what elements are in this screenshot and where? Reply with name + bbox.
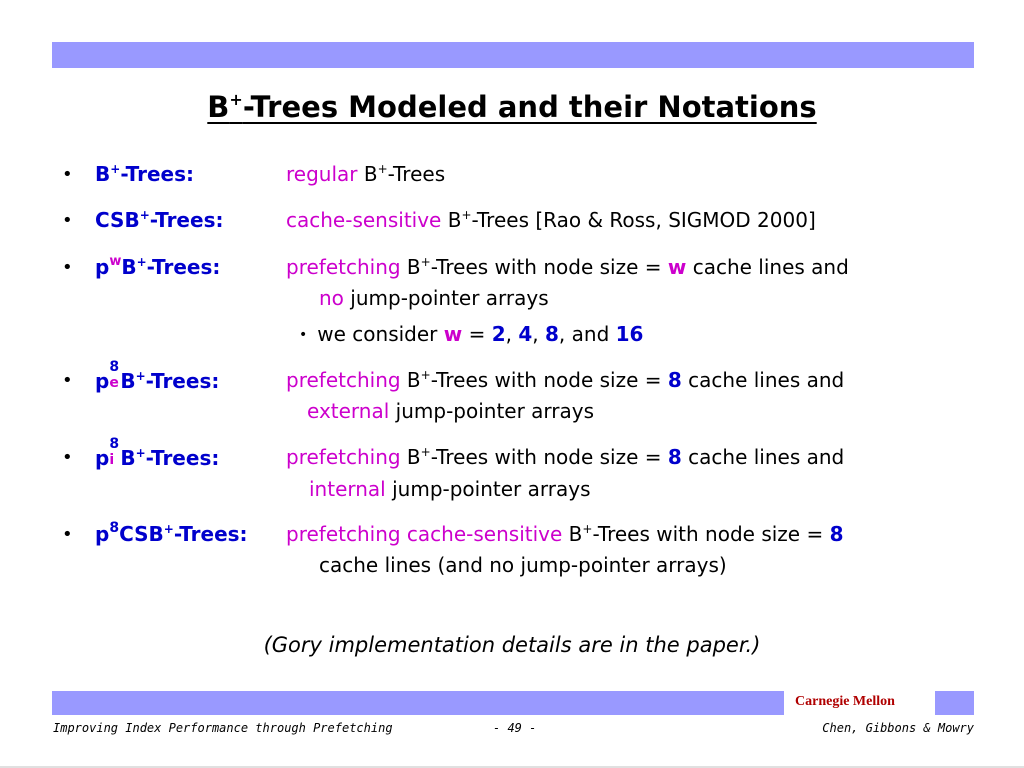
bullet-icon: • <box>62 164 73 185</box>
term-label: p 8 i B+-Trees: <box>95 436 220 470</box>
term-description: cache-sensitive B+-Trees [Rao & Ross, SIGMOD 2000] <box>286 208 816 232</box>
term-description: prefetching B+-Trees with node size = 8 cache lines and <box>286 368 845 392</box>
sub-bullet-icon: • <box>299 327 308 343</box>
term-description: prefetching B+-Trees with node size = w cache lines and <box>286 255 849 279</box>
page-number: - 49 - <box>493 721 537 735</box>
bottom-decor-bar-right <box>935 691 974 715</box>
footer-authors: Chen, Gibbons & Mowry <box>822 721 974 735</box>
footnote: (Gory implementation details are in the paper.) <box>263 633 761 657</box>
slide-title: B+-Trees Modeled and their Notations <box>207 90 817 124</box>
term-label: p 8 e B+-Trees: <box>95 359 220 393</box>
term-label: $p^8CSB^+$-Trees: <box>95 520 248 546</box>
term-label: $p^wB^+$-Trees: <box>95 254 221 279</box>
top-decor-bar <box>52 42 974 68</box>
bullet-icon: • <box>62 524 73 545</box>
bottom-decor-bar <box>52 691 784 715</box>
term-label: B+-Trees: <box>95 162 195 186</box>
bullet-icon: • <box>62 257 73 278</box>
bullet-icon: • <box>62 447 73 468</box>
footer-title: Improving Index Performance through Prefetching <box>53 721 393 735</box>
brand-logo-text: Carnegie Mellon <box>795 694 895 709</box>
term-label: CSB+-Trees: <box>95 208 224 232</box>
term-description: regular B+-Trees <box>286 162 446 186</box>
bullet-icon: • <box>62 370 73 391</box>
term-description: prefetching cache-sensitive B+-Trees with node size = 8 <box>286 522 844 546</box>
term-description: prefetching B+-Trees with node size = 8 cache lines and <box>286 445 845 469</box>
bullet-icon: • <box>62 210 73 231</box>
